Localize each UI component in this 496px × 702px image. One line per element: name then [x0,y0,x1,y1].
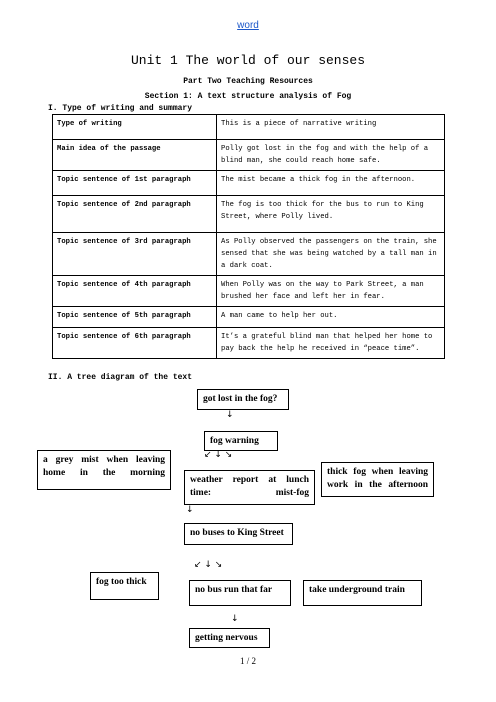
no-buses-box: no buses to King Street [184,523,293,545]
summary-table [52,114,445,359]
table-row [53,276,445,307]
row-key: Main idea of the passage [53,140,217,171]
row-value: The mist became a thick fog in the afternoon. [217,171,445,196]
section-heading: Section 1: A text structure analysis of Fog [144,92,352,101]
row-value: This is a piece of narrative writing [217,115,445,140]
document-title: Unit 1 The world of our senses [130,53,366,68]
morning-mist-box: a grey mist when leaving home in the morning [37,450,171,490]
arrow-down-icon: ↓ [226,410,234,420]
arrow-split-icon: ↙ ↓ ↘ [194,560,223,570]
arrow-split-icon: ↙ ↓ ↘ [204,450,233,460]
table-row [53,233,445,276]
row-key: Type of writing [53,115,217,140]
row-value: Polly got lost in the fog and with the help of a blind man, she could reach home safe. [217,140,445,171]
part-heading: Part Two Teaching Resources [183,77,313,86]
row-value: The fog is too thick for the bus to run to King Street, where Polly lived. [217,196,445,233]
afternoon-fog-box: thick fog when leaving work in the afternoon [321,462,434,497]
row-key: Topic sentence of 5th paragraph [53,307,217,328]
row-key: Topic sentence of 1st paragraph [53,171,217,196]
row-value: When Polly was on the way to Park Street, a man brushed her face and left her in fear. [217,276,445,307]
row-value: A man came to help her out. [217,307,445,328]
table-row [53,328,445,359]
lunch-report-box: weather report at lunch time: mist-fog [184,470,315,505]
row-key: Topic sentence of 6th paragraph [53,328,217,359]
table-row [53,196,445,233]
no-bus-far-box: no bus run that far [189,580,291,606]
fog-too-thick-box: fog too thick [90,572,159,600]
table-row [53,307,445,328]
fog-warning-box: fog warning [204,431,278,451]
row-key: Topic sentence of 4th paragraph [53,276,217,307]
header-word-link[interactable]: word [237,20,259,31]
tree-root-box: got lost in the fog? [197,389,289,410]
row-key: Topic sentence of 3rd paragraph [53,233,217,276]
section-1-heading: I. Type of writing and summary [48,104,193,113]
row-value: It’s a grateful blind man that helped her home to pay back the help he received in “peace time”. [217,328,445,359]
row-value: As Polly observed the passengers on the train, she sensed that she was being watched by a tall man in a dark coat. [217,233,445,276]
table-row [53,140,445,171]
getting-nervous-box: getting nervous [189,628,270,648]
row-key: Topic sentence of 2nd paragraph [53,196,217,233]
arrow-down-icon: ↓ [186,505,194,515]
table-row [53,171,445,196]
page-number: 1 / 2 [239,656,256,666]
section-2-heading: II. A tree diagram of the text [48,373,193,382]
underground-box: take underground train [303,580,422,606]
arrow-down-icon: ↓ [231,614,239,624]
table-row [53,115,445,140]
